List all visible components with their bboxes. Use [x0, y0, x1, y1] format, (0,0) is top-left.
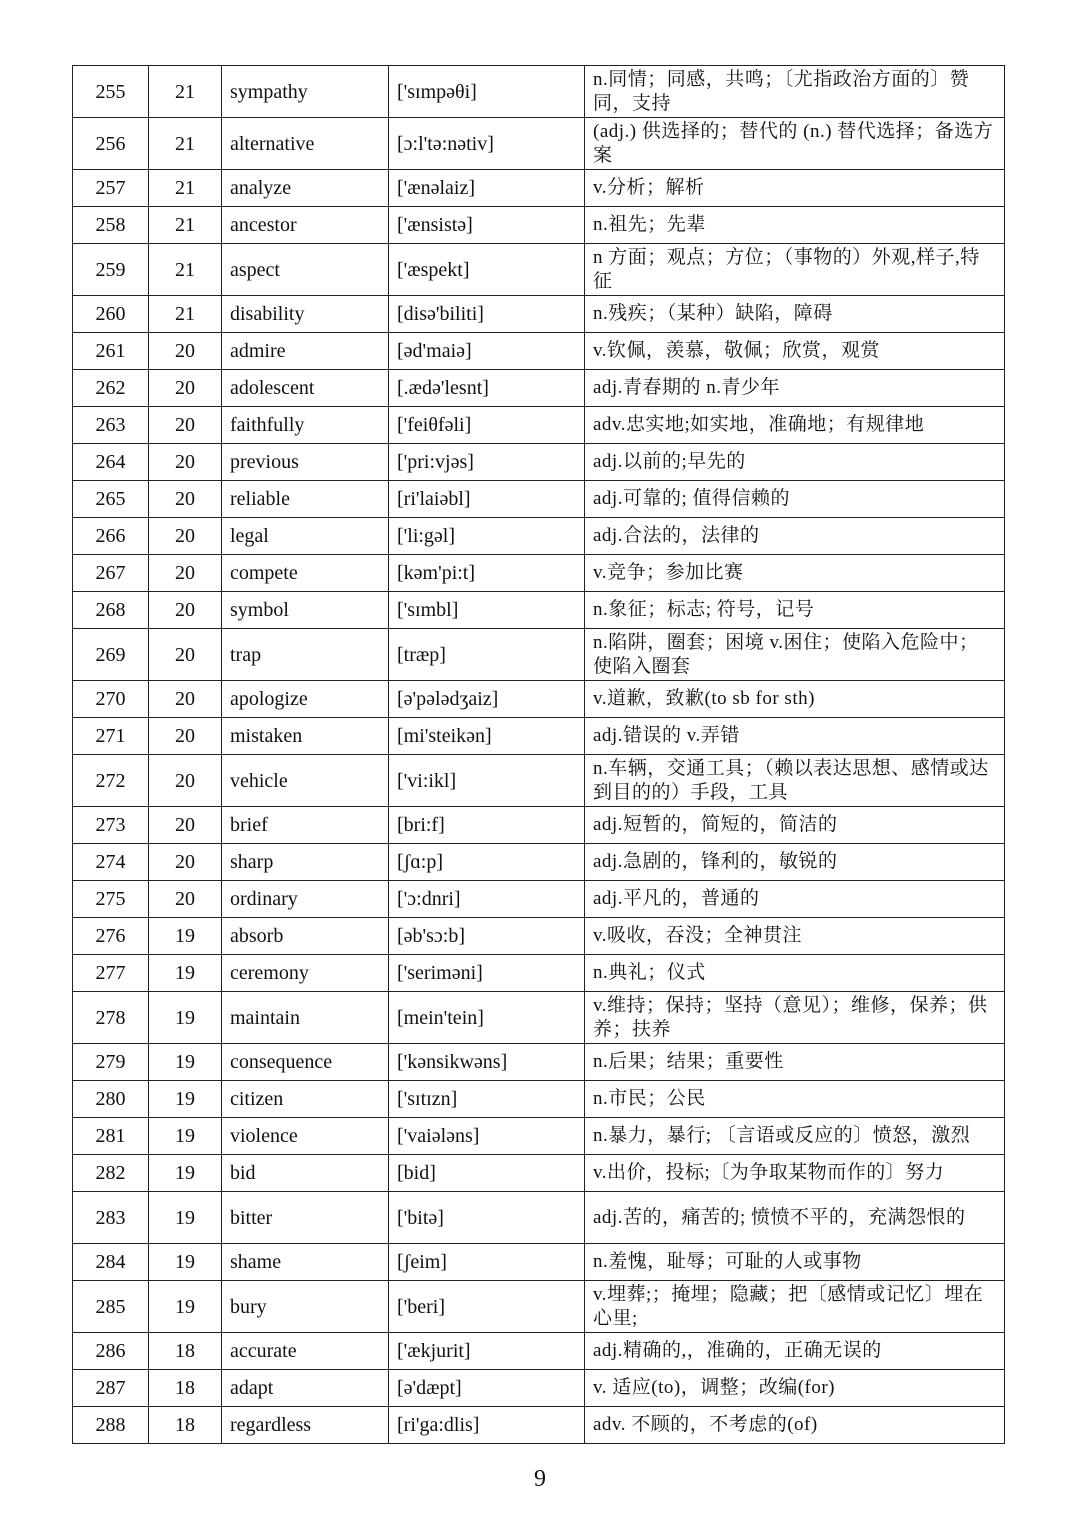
frequency-cell: 18 — [149, 1407, 222, 1444]
word-cell: reliable — [222, 481, 389, 518]
frequency-cell: 19 — [149, 1192, 222, 1244]
meaning-cell: v. 适应(to)，调整；改编(for) — [585, 1370, 1005, 1407]
table-row — [73, 296, 1005, 333]
phonetic-cell: ['sɪtɪzn] — [389, 1081, 585, 1118]
phonetic-cell: [ʃeim] — [389, 1244, 585, 1281]
meaning-cell: n.后果；结果；重要性 — [585, 1044, 1005, 1081]
frequency-cell: 20 — [149, 333, 222, 370]
frequency-cell: 19 — [149, 1118, 222, 1155]
row-number: 288 — [73, 1407, 149, 1444]
word-cell: symbol — [222, 592, 389, 629]
word-cell: compete — [222, 555, 389, 592]
table-row — [73, 918, 1005, 955]
word-cell: bury — [222, 1281, 389, 1333]
frequency-cell: 19 — [149, 955, 222, 992]
phonetic-cell: [əb'sɔ:b] — [389, 918, 585, 955]
row-number: 263 — [73, 407, 149, 444]
meaning-cell: v.维持；保持；坚持（意见）；维修，保养；供养；扶养 — [585, 992, 1005, 1044]
table-row — [73, 807, 1005, 844]
table-row — [73, 370, 1005, 407]
row-number: 267 — [73, 555, 149, 592]
meaning-cell: adj.合法的，法律的 — [585, 518, 1005, 555]
phonetic-cell: ['sɪmbl] — [389, 592, 585, 629]
table-row — [73, 1370, 1005, 1407]
phonetic-cell: [ə'pələdʒaiz] — [389, 681, 585, 718]
meaning-cell: adj.错误的 v.弄错 — [585, 718, 1005, 755]
frequency-cell: 20 — [149, 881, 222, 918]
phonetic-cell: ['pri:vjəs] — [389, 444, 585, 481]
phonetic-cell: ['ænsistə] — [389, 207, 585, 244]
frequency-cell: 20 — [149, 718, 222, 755]
phonetic-cell: [bid] — [389, 1155, 585, 1192]
meaning-cell: n 方面；观点；方位；（事物的）外观,样子,特征 — [585, 244, 1005, 296]
meaning-cell: adj.精确的,，准确的，正确无误的 — [585, 1333, 1005, 1370]
frequency-cell: 20 — [149, 844, 222, 881]
meaning-cell: n.象征；标志; 符号，记号 — [585, 592, 1005, 629]
row-number: 282 — [73, 1155, 149, 1192]
frequency-cell: 19 — [149, 1081, 222, 1118]
row-number: 274 — [73, 844, 149, 881]
table-row — [73, 1407, 1005, 1444]
row-number: 272 — [73, 755, 149, 807]
frequency-cell: 21 — [149, 118, 222, 170]
phonetic-cell: ['vi:ikl] — [389, 755, 585, 807]
row-number: 275 — [73, 881, 149, 918]
meaning-cell: n.残疾；（某种）缺陷，障碍 — [585, 296, 1005, 333]
word-cell: bid — [222, 1155, 389, 1192]
phonetic-cell: [ə'dæpt] — [389, 1370, 585, 1407]
row-number: 287 — [73, 1370, 149, 1407]
table-row — [73, 207, 1005, 244]
phonetic-cell: [ɔ:l'tə:nətiv] — [389, 118, 585, 170]
meaning-cell: n.陷阱，圈套；困境 v.困住；使陷入危险中；使陷入圈套 — [585, 629, 1005, 681]
word-cell: citizen — [222, 1081, 389, 1118]
phonetic-cell: ['ækjurit] — [389, 1333, 585, 1370]
word-cell: faithfully — [222, 407, 389, 444]
frequency-cell: 19 — [149, 1281, 222, 1333]
table-row — [73, 1192, 1005, 1244]
word-cell: apologize — [222, 681, 389, 718]
frequency-cell: 21 — [149, 244, 222, 296]
meaning-cell: v.出价，投标;〔为争取某物而作的〕努力 — [585, 1155, 1005, 1192]
vocabulary-table-body — [73, 66, 1005, 1444]
table-row — [73, 1081, 1005, 1118]
frequency-cell: 18 — [149, 1370, 222, 1407]
phonetic-cell: [ri'laiəbl] — [389, 481, 585, 518]
word-cell: adapt — [222, 1370, 389, 1407]
phonetic-cell: [ʃɑ:p] — [389, 844, 585, 881]
word-cell: legal — [222, 518, 389, 555]
row-number: 257 — [73, 170, 149, 207]
row-number: 278 — [73, 992, 149, 1044]
phonetic-cell: [træp] — [389, 629, 585, 681]
word-cell: disability — [222, 296, 389, 333]
frequency-cell: 20 — [149, 518, 222, 555]
phonetic-cell: ['ænəlaiz] — [389, 170, 585, 207]
table-row — [73, 955, 1005, 992]
table-row — [73, 333, 1005, 370]
meaning-cell: adv. 不顾的，不考虑的(of) — [585, 1407, 1005, 1444]
frequency-cell: 20 — [149, 407, 222, 444]
row-number: 285 — [73, 1281, 149, 1333]
frequency-cell: 20 — [149, 807, 222, 844]
row-number: 256 — [73, 118, 149, 170]
meaning-cell: adj.急剧的，锋利的，敏锐的 — [585, 844, 1005, 881]
phonetic-cell: [mi'steikən] — [389, 718, 585, 755]
vocabulary-table — [72, 65, 1005, 1444]
word-cell: shame — [222, 1244, 389, 1281]
table-row — [73, 881, 1005, 918]
meaning-cell: adj.平凡的，普通的 — [585, 881, 1005, 918]
row-number: 273 — [73, 807, 149, 844]
row-number: 286 — [73, 1333, 149, 1370]
phonetic-cell: [mein'tein] — [389, 992, 585, 1044]
word-cell: accurate — [222, 1333, 389, 1370]
word-cell: trap — [222, 629, 389, 681]
frequency-cell: 19 — [149, 992, 222, 1044]
phonetic-cell: ['æspekt] — [389, 244, 585, 296]
table-row — [73, 1044, 1005, 1081]
table-row — [73, 1118, 1005, 1155]
row-number: 259 — [73, 244, 149, 296]
word-cell: mistaken — [222, 718, 389, 755]
meaning-cell: n.典礼；仪式 — [585, 955, 1005, 992]
row-number: 260 — [73, 296, 149, 333]
row-number: 276 — [73, 918, 149, 955]
row-number: 268 — [73, 592, 149, 629]
word-cell: admire — [222, 333, 389, 370]
meaning-cell: adj.青春期的 n.青少年 — [585, 370, 1005, 407]
frequency-cell: 18 — [149, 1333, 222, 1370]
table-row — [73, 118, 1005, 170]
frequency-cell: 20 — [149, 592, 222, 629]
word-cell: sympathy — [222, 66, 389, 118]
page-number: 9 — [534, 1466, 546, 1492]
frequency-cell: 20 — [149, 755, 222, 807]
frequency-cell: 20 — [149, 629, 222, 681]
table-row — [73, 444, 1005, 481]
frequency-cell: 20 — [149, 370, 222, 407]
row-number: 280 — [73, 1081, 149, 1118]
table-row — [73, 1155, 1005, 1192]
meaning-cell: adj.可靠的; 值得信赖的 — [585, 481, 1005, 518]
meaning-cell: adj.短暂的，简短的，简洁的 — [585, 807, 1005, 844]
frequency-cell: 20 — [149, 481, 222, 518]
row-number: 271 — [73, 718, 149, 755]
phonetic-cell: ['kənsikwəns] — [389, 1044, 585, 1081]
row-number: 258 — [73, 207, 149, 244]
row-number: 279 — [73, 1044, 149, 1081]
word-cell: bitter — [222, 1192, 389, 1244]
phonetic-cell: [disə'biliti] — [389, 296, 585, 333]
frequency-cell: 20 — [149, 444, 222, 481]
row-number: 261 — [73, 333, 149, 370]
meaning-cell: n.羞愧，耻辱；可耻的人或事物 — [585, 1244, 1005, 1281]
word-cell: aspect — [222, 244, 389, 296]
meaning-cell: n.市民；公民 — [585, 1081, 1005, 1118]
meaning-cell: n.同情；同感，共鸣；〔尤指政治方面的〕赞同，支持 — [585, 66, 1005, 118]
phonetic-cell: ['vaiələns] — [389, 1118, 585, 1155]
phonetic-cell: [.ædə'lesnt] — [389, 370, 585, 407]
phonetic-cell: ['ɔ:dnri] — [389, 881, 585, 918]
word-cell: regardless — [222, 1407, 389, 1444]
table-row — [73, 170, 1005, 207]
phonetic-cell: ['seriməni] — [389, 955, 585, 992]
table-row — [73, 555, 1005, 592]
phonetic-cell: ['feiθfəli] — [389, 407, 585, 444]
table-row — [73, 992, 1005, 1044]
meaning-cell: v.道歉，致歉(to sb for sth) — [585, 681, 1005, 718]
table-row — [73, 66, 1005, 118]
frequency-cell: 19 — [149, 1044, 222, 1081]
meaning-cell: v.埋葬;；掩埋；隐藏；把〔感情或记忆〕埋在心里; — [585, 1281, 1005, 1333]
frequency-cell: 20 — [149, 555, 222, 592]
table-row — [73, 244, 1005, 296]
meaning-cell: adj.以前的;早先的 — [585, 444, 1005, 481]
phonetic-cell: [əd'maiə] — [389, 333, 585, 370]
row-number: 262 — [73, 370, 149, 407]
row-number: 270 — [73, 681, 149, 718]
meaning-cell: adj.苦的，痛苦的; 愤愤不平的，充满怨恨的 — [585, 1192, 1005, 1244]
row-number: 265 — [73, 481, 149, 518]
phonetic-cell: ['beri] — [389, 1281, 585, 1333]
meaning-cell: n.车辆，交通工具；（赖以表达思想、感情或达到目的的）手段，工具 — [585, 755, 1005, 807]
frequency-cell: 19 — [149, 1155, 222, 1192]
frequency-cell: 19 — [149, 918, 222, 955]
phonetic-cell: ['li:gəl] — [389, 518, 585, 555]
frequency-cell: 20 — [149, 681, 222, 718]
table-row — [73, 718, 1005, 755]
frequency-cell: 19 — [149, 1244, 222, 1281]
frequency-cell: 21 — [149, 207, 222, 244]
table-row — [73, 681, 1005, 718]
meaning-cell: v.钦佩，羡慕，敬佩；欣赏，观赏 — [585, 333, 1005, 370]
table-row — [73, 1244, 1005, 1281]
table-row — [73, 518, 1005, 555]
word-cell: ordinary — [222, 881, 389, 918]
word-cell: ancestor — [222, 207, 389, 244]
phonetic-cell: [bri:f] — [389, 807, 585, 844]
row-number: 264 — [73, 444, 149, 481]
word-cell: vehicle — [222, 755, 389, 807]
word-cell: violence — [222, 1118, 389, 1155]
table-row — [73, 755, 1005, 807]
meaning-cell: n.祖先；先辈 — [585, 207, 1005, 244]
row-number: 277 — [73, 955, 149, 992]
word-cell: ceremony — [222, 955, 389, 992]
word-cell: maintain — [222, 992, 389, 1044]
phonetic-cell: ['sɪmpəθi] — [389, 66, 585, 118]
phonetic-cell: ['bitə] — [389, 1192, 585, 1244]
row-number: 269 — [73, 629, 149, 681]
table-row — [73, 1333, 1005, 1370]
row-number: 284 — [73, 1244, 149, 1281]
frequency-cell: 21 — [149, 170, 222, 207]
word-cell: brief — [222, 807, 389, 844]
word-cell: alternative — [222, 118, 389, 170]
table-row — [73, 1281, 1005, 1333]
meaning-cell: v.分析；解析 — [585, 170, 1005, 207]
table-row — [73, 844, 1005, 881]
word-cell: previous — [222, 444, 389, 481]
meaning-cell: v.吸收，吞没；全神贯注 — [585, 918, 1005, 955]
word-cell: consequence — [222, 1044, 389, 1081]
table-row — [73, 592, 1005, 629]
frequency-cell: 21 — [149, 66, 222, 118]
table-row — [73, 407, 1005, 444]
row-number: 281 — [73, 1118, 149, 1155]
word-cell: sharp — [222, 844, 389, 881]
table-row — [73, 629, 1005, 681]
word-cell: adolescent — [222, 370, 389, 407]
meaning-cell: (adj.) 供选择的；替代的 (n.) 替代选择；备选方案 — [585, 118, 1005, 170]
meaning-cell: n.暴力，暴行; 〔言语或反应的〕愤怒，激烈 — [585, 1118, 1005, 1155]
phonetic-cell: [kəm'pi:t] — [389, 555, 585, 592]
table-row — [73, 481, 1005, 518]
meaning-cell: adv.忠实地;如实地，准确地；有规律地 — [585, 407, 1005, 444]
frequency-cell: 21 — [149, 296, 222, 333]
phonetic-cell: [ri'ga:dlis] — [389, 1407, 585, 1444]
meaning-cell: v.竞争；参加比赛 — [585, 555, 1005, 592]
row-number: 266 — [73, 518, 149, 555]
word-cell: analyze — [222, 170, 389, 207]
row-number: 283 — [73, 1192, 149, 1244]
word-cell: absorb — [222, 918, 389, 955]
row-number: 255 — [73, 66, 149, 118]
